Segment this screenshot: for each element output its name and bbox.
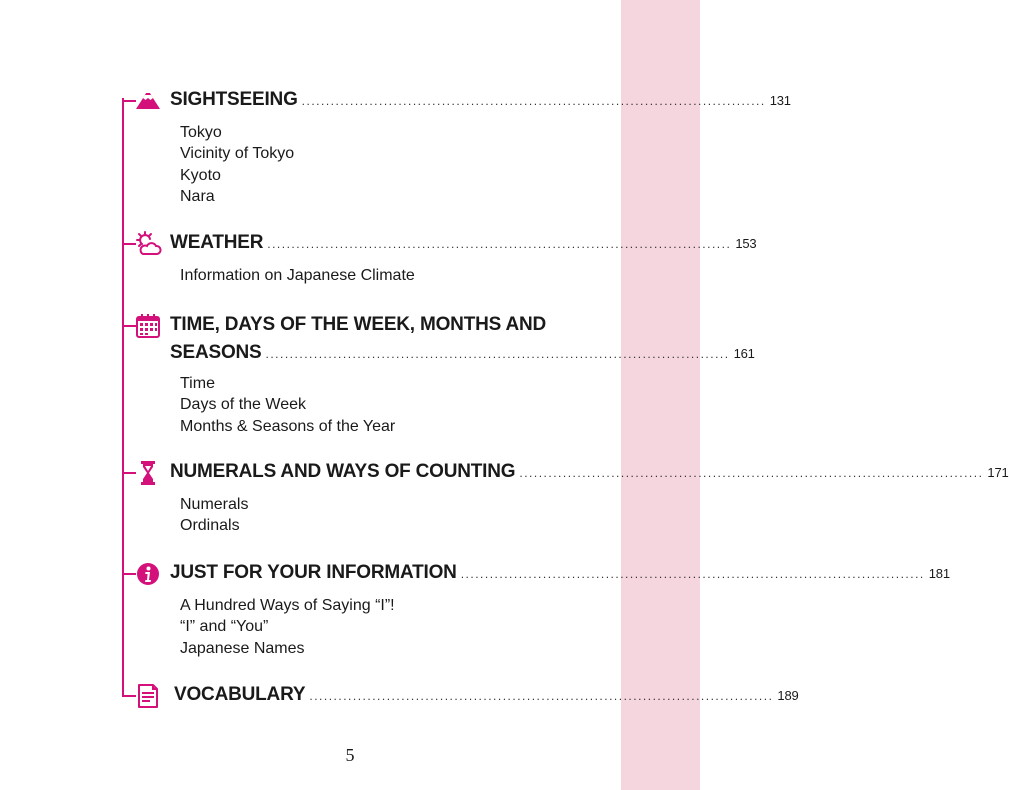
toc-entry-heading[interactable] bbox=[170, 311, 755, 368]
section-title: NUMERALS AND WAYS OF COUNTING bbox=[170, 461, 516, 482]
toc-entry-heading[interactable] bbox=[170, 559, 950, 588]
dot-leader: ................................................................................................ bbox=[265, 347, 730, 361]
calendar-icon bbox=[134, 312, 162, 340]
page-reference: 181 bbox=[928, 566, 950, 581]
subtopic-list bbox=[180, 595, 395, 659]
dot-leader: ................................................................................................ bbox=[460, 567, 925, 581]
toc-entry-heading[interactable] bbox=[170, 229, 757, 258]
subtopic-list bbox=[180, 494, 248, 537]
section-title: VOCABULARY bbox=[174, 684, 306, 705]
section-title: TIME, DAYS OF THE WEEK, MONTHS AND bbox=[170, 314, 547, 335]
toc-entry-heading[interactable] bbox=[170, 86, 791, 115]
subtopic-item: Vicinity of Tokyo bbox=[180, 145, 295, 163]
dot-leader: ................................................................................................ bbox=[309, 689, 774, 703]
subtopic-item: Nara bbox=[180, 187, 215, 205]
subtopic-list bbox=[180, 122, 294, 207]
subtopic-list bbox=[180, 373, 395, 437]
subtopic-item: A Hundred Ways of Saying “I”! bbox=[180, 597, 395, 614]
document-icon bbox=[134, 682, 162, 710]
subtopic-item: Days of the Week bbox=[180, 396, 306, 414]
subtopic-item: Information on Japanese Climate bbox=[180, 267, 415, 284]
toc-entry-heading[interactable] bbox=[170, 458, 1009, 487]
dot-leader: ................................................................................................ bbox=[301, 94, 766, 108]
page-reference: 153 bbox=[735, 236, 757, 251]
page-reference: 189 bbox=[777, 688, 799, 703]
dot-leader: ................................................................................................ bbox=[267, 237, 732, 251]
page-reference: 131 bbox=[769, 93, 791, 108]
info-icon bbox=[134, 560, 162, 588]
toc-spine-line bbox=[122, 98, 124, 696]
section-title-continued: SEASONS bbox=[170, 342, 262, 363]
subtopic-item: Tokyo bbox=[180, 124, 222, 141]
toc-entry-heading[interactable] bbox=[174, 681, 799, 710]
subtopic-item: Numerals bbox=[180, 496, 249, 513]
section-title: SIGHTSEEING bbox=[170, 89, 298, 110]
subtopic-item: Time bbox=[180, 375, 215, 392]
sun-cloud-icon bbox=[134, 230, 162, 258]
dot-leader: ................................................................................................ bbox=[519, 466, 984, 480]
subtopic-item: Months & Seasons of the Year bbox=[180, 417, 396, 435]
hourglass-icon bbox=[134, 459, 162, 487]
subtopic-item: Kyoto bbox=[180, 166, 221, 184]
mount-fuji-icon bbox=[134, 87, 162, 115]
subtopic-item: Ordinals bbox=[180, 517, 240, 535]
subtopic-item: Japanese Names bbox=[180, 639, 305, 657]
page-edge-tab bbox=[621, 0, 700, 790]
section-title: WEATHER bbox=[170, 232, 264, 253]
section-title: JUST FOR YOUR INFORMATION bbox=[170, 562, 457, 583]
subtopic-list bbox=[180, 265, 415, 286]
subtopic-item: “I” and “You” bbox=[180, 618, 269, 636]
page-reference: 171 bbox=[987, 465, 1009, 480]
page-reference: 161 bbox=[733, 346, 755, 361]
page-number: 5 bbox=[345, 745, 355, 765]
